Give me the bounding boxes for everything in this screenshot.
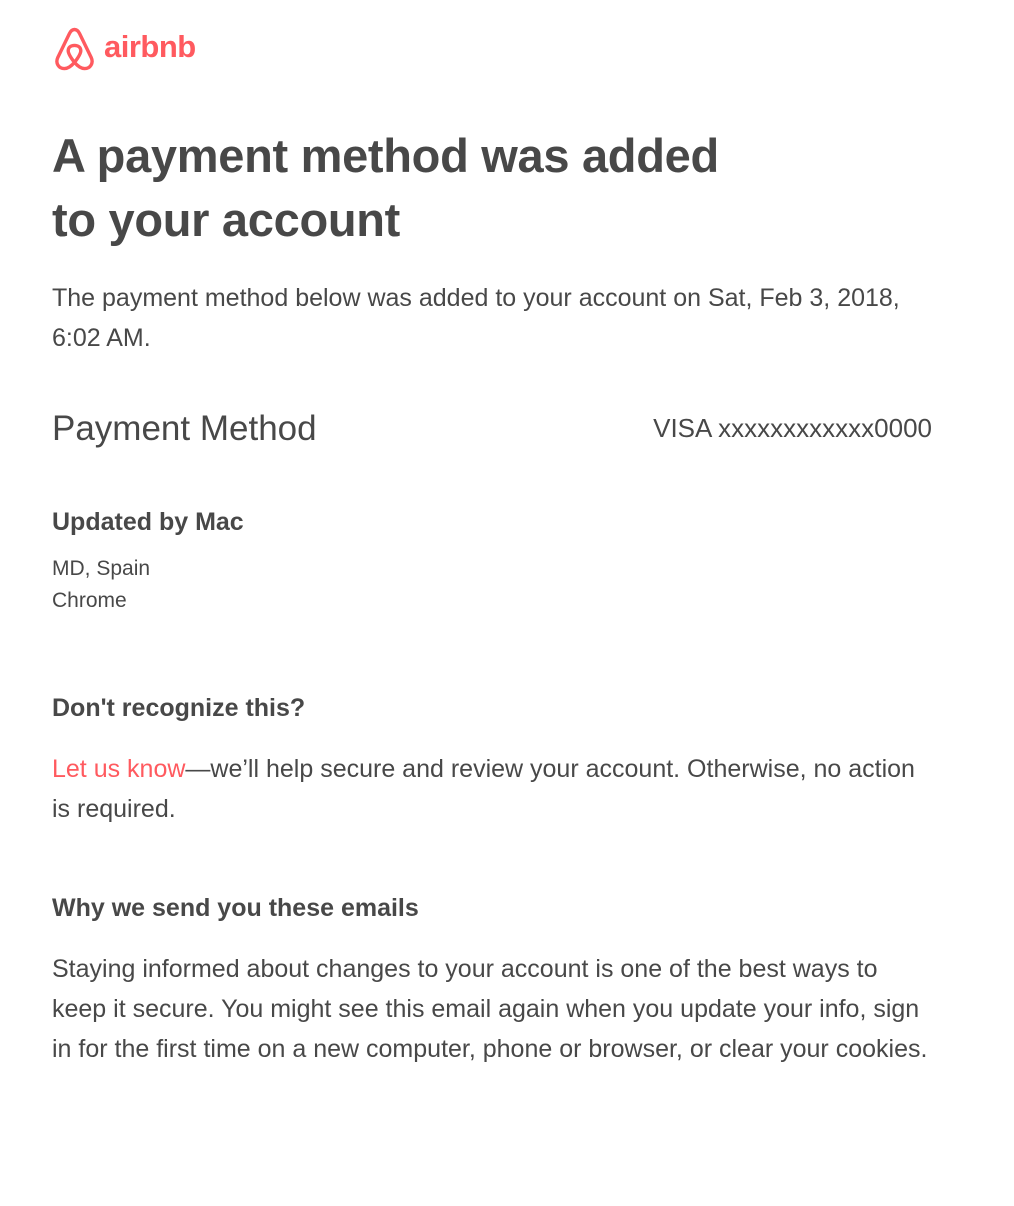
airbnb-logo[interactable] xyxy=(52,26,196,72)
dont-recognize-heading: Don't recognize this? xyxy=(52,694,306,722)
let-us-know-link[interactable]: Let us know xyxy=(52,755,186,783)
device-browser: Chrome xyxy=(52,589,127,612)
intro-text: The payment method below was added to your account on Sat, Feb 3, 2018, 6:02 AM. xyxy=(52,284,900,352)
device-info xyxy=(52,553,150,617)
updated-by-heading: Updated by Mac xyxy=(52,508,244,536)
payment-method-row xyxy=(52,404,932,454)
airbnb-belo-icon xyxy=(52,26,97,72)
why-emails-text: Staying informed about changes to your account is one of the best ways to keep it secure. You might see this email again when you update your info, sign in for the first time on a new computer, phone or browser, or clear your cookies. xyxy=(52,955,928,1063)
title-line-1: A payment method was added xyxy=(52,129,719,182)
dont-recognize-body: —we’ll help secure and review your account. Otherwise, no action is required. xyxy=(52,755,915,823)
why-emails-heading: Why we send you these emails xyxy=(52,894,419,922)
payment-method-value: VISA xxxxxxxxxxxx0000 xyxy=(653,413,932,443)
dont-recognize-text xyxy=(52,749,932,829)
title-line-2: to your account xyxy=(52,193,401,246)
device-location: MD, Spain xyxy=(52,557,151,580)
payment-method-label: Payment Method xyxy=(52,409,317,448)
airbnb-wordmark: airbnb xyxy=(104,28,196,64)
email-title xyxy=(52,124,872,252)
